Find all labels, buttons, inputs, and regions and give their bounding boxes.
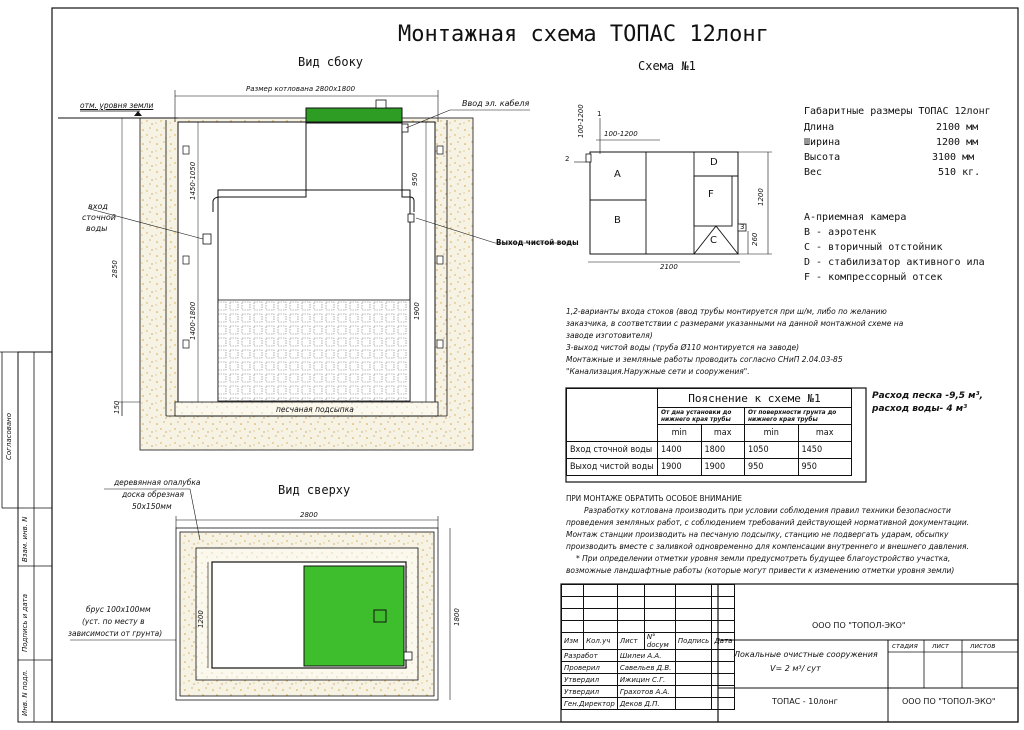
stamp-capacity: V= 2 м³/ сут	[770, 664, 821, 673]
stamp-header: Изм	[562, 633, 584, 650]
stamp-cell	[617, 597, 644, 609]
stamp-cell	[562, 597, 584, 609]
dim-1900: 1900	[413, 302, 421, 320]
attention-line: проведения земляных работ, с соблюдением требований действующей нормативной документации.	[566, 518, 970, 527]
stamp-role: Ген.Директор	[562, 698, 618, 710]
inlet-label-3: воды	[86, 224, 108, 233]
explanation-corner	[567, 389, 658, 408]
stamp-cell	[562, 609, 584, 621]
stamp-cell	[675, 686, 712, 698]
stamp-stage: стадия	[892, 642, 918, 650]
stamp-cell	[712, 597, 735, 609]
col-group-surface: От поверхности грунта до нижнего края трубы	[745, 408, 852, 425]
pit-size-label: Размер котлована 2800х1800	[246, 85, 356, 93]
attention-line: Монтаж станции производить на песчаную подсыпку, станцию не подвергать ударам, обсыпку	[566, 530, 949, 539]
cell: 1900	[701, 459, 745, 476]
strip-inv-replace: Взам. инв. N	[21, 516, 29, 562]
stamp-cell	[562, 585, 584, 597]
stamp-sheets: листов	[970, 642, 996, 650]
cell: 1050	[745, 442, 799, 459]
zone-a: A	[614, 169, 621, 180]
zone-f: F	[708, 189, 714, 200]
cell: 1900	[658, 459, 702, 476]
stamp-company-bottom: ООО ПО "ТОПОЛ-ЭКО"	[902, 697, 996, 706]
legend-item: A-приемная камера	[804, 212, 907, 223]
marker-2: 2	[565, 155, 570, 163]
note-line: 3-выход чистой воды (труба Ø110 монтируется на заводе)	[566, 343, 800, 352]
stamp-role: Проверил	[562, 662, 618, 674]
dim-100-1200: 100-1200	[604, 130, 638, 138]
stamp-cell	[712, 585, 735, 597]
stamp-cell	[584, 597, 618, 609]
sub-header: max	[798, 425, 852, 442]
stamp-cell	[712, 650, 735, 662]
stamp-person: Деков Д.П.	[617, 698, 675, 710]
cable-inlet-label: Ввод эл. кабеля	[462, 99, 530, 108]
spec-value: 1200 мм	[936, 137, 979, 148]
marker-3: 3	[740, 223, 745, 231]
legend-item: D - стабилизатор активного ила	[804, 257, 985, 268]
explanation-table	[566, 388, 852, 476]
explanation-spacer	[567, 408, 658, 425]
explanation-title: Пояснение к схеме №1	[658, 389, 852, 408]
side-view-label: Вид сбоку	[298, 55, 364, 69]
cell: 1450	[798, 442, 852, 459]
stamp-doc-title: Локальные очистные сооружения	[734, 650, 878, 659]
row-label: Вход сточной воды	[567, 442, 658, 459]
stamp-person: Грахотов А.А.	[617, 686, 675, 698]
stamp-cell	[562, 621, 584, 633]
stamp-person: Шилеи А.А.	[617, 650, 675, 662]
spec-name: Ширина	[804, 137, 841, 148]
beam-label-2: (уст. по месту в	[82, 617, 145, 626]
stamp-role: Разработ	[562, 650, 618, 662]
top-green-lid	[304, 566, 404, 666]
explanation-spacer	[567, 425, 658, 442]
spec-value: 2100 мм	[936, 122, 979, 133]
stamp-cell	[675, 597, 712, 609]
stamp-table	[561, 584, 735, 710]
sub-header: max	[701, 425, 745, 442]
stamp-header: Кол.уч	[584, 633, 618, 650]
stamp-cell	[712, 698, 735, 710]
dim-2850: 2850	[111, 260, 119, 278]
dim-2100: 2100	[660, 263, 678, 271]
stamp-person: Савельев Д.В.	[617, 662, 675, 674]
specs-title: Габаритные размеры ТОПАС 12лонг	[804, 106, 991, 117]
cell: 1400	[658, 442, 702, 459]
dim-950: 950	[411, 172, 419, 186]
dim-top-1200: 1200	[197, 610, 205, 628]
stamp-cell	[584, 621, 618, 633]
row-label: Выход чистой воды	[567, 459, 658, 476]
water-consumption: расход воды- 4 м³	[872, 404, 968, 414]
beam-label-1: брус 100х100мм	[86, 605, 151, 614]
strip-agreed: Согласовано	[5, 412, 13, 460]
scheme-label: Схема №1	[638, 59, 696, 73]
stamp-sheet: лист	[932, 642, 949, 650]
dim-1200: 1200	[757, 188, 765, 206]
stamp-cell	[712, 609, 735, 621]
sand-bed-label: песчаная подсыпка	[276, 405, 354, 414]
stamp-cell	[617, 609, 644, 621]
attention-line: производить вместе с заливкой одновременно для компенсации внутреннего и внешнего давления.	[566, 542, 969, 551]
cell: 950	[798, 459, 852, 476]
dim-1800: 1800	[453, 608, 461, 626]
stamp-product: ТОПАС - 10лонг	[772, 697, 838, 706]
stamp-cell	[675, 621, 712, 633]
tank-lid	[306, 108, 402, 122]
marker-1: 1	[597, 110, 602, 118]
inlet-label-2: сточной	[82, 213, 117, 222]
zone-b: B	[614, 215, 621, 226]
attention-line: возможные ландшафтные работы (которые могут привести к изменению отметки уровня земли)	[566, 566, 955, 575]
legend-item: C - вторичный отстойник	[804, 242, 943, 253]
spec-name: Высота	[804, 152, 841, 163]
stamp-company-top: ООО ПО "ТОПОЛ-ЭКО"	[812, 621, 906, 630]
dim-260: 260	[751, 232, 759, 246]
stamp-header: Подпись	[675, 633, 712, 650]
formwork-label-2: доска обрезная	[122, 490, 184, 499]
stamp-cell	[675, 698, 712, 710]
outlet-label: Выход чистой воды	[496, 238, 579, 247]
cell: 1800	[701, 442, 745, 459]
dim-1400-1800: 1400-1800	[189, 301, 197, 340]
formwork-label-1: деревянная опалубка	[114, 478, 201, 487]
sand-consumption: Расход песка -9,5 м³,	[872, 391, 983, 401]
note-line: заказчика, в соответствии с размерами указанными на данной монтажной схеме на	[566, 319, 904, 328]
spec-name: Вес	[804, 167, 823, 178]
note-line: "Канализация.Наружные сети и сооружения".	[566, 367, 750, 376]
stamp-header: N° docум	[644, 633, 675, 650]
stamp-cell	[675, 609, 712, 621]
dim-2800: 2800	[300, 511, 318, 519]
stamp-header: Дата	[712, 633, 735, 650]
stamp-cell	[675, 674, 712, 686]
beam-label-3: зависимости от грунта)	[68, 629, 163, 638]
spec-value: 3100 мм	[932, 152, 975, 163]
stamp-cell	[644, 597, 675, 609]
note-line: Монтажные и земляные работы проводить согласно СНиП 2.04.03-85	[566, 355, 843, 364]
stamp-person: Ижицин С.Г.	[617, 674, 675, 686]
zone-c: C	[710, 235, 717, 246]
legend-item: F - компрессорный отсек	[804, 272, 943, 283]
stamp-cell	[584, 609, 618, 621]
dim-150: 150	[113, 400, 121, 414]
stamp-cell	[644, 585, 675, 597]
stamp-cell	[617, 621, 644, 633]
note-line: заводе изготовителя)	[566, 331, 653, 340]
stamp-cell	[675, 662, 712, 674]
stamp-cell	[712, 686, 735, 698]
inlet-label-1: вход	[88, 202, 108, 211]
attention-line: Разработку котлована производить при условии соблюдения правил техники безопасности	[584, 506, 951, 515]
stamp-cell	[617, 585, 644, 597]
stamp-cell	[712, 621, 735, 633]
tank-media	[218, 300, 410, 401]
strip-inv-orig: Инв. N подл.	[21, 669, 29, 716]
page-title: Монтажная схема ТОПАС 12лонг	[398, 22, 769, 47]
spec-name: Длина	[804, 122, 835, 133]
spec-value: 510 кг.	[938, 167, 981, 178]
stamp-cell	[584, 585, 618, 597]
strip-signature-date: Подпись и дата	[21, 594, 29, 652]
stamp-cell	[644, 609, 675, 621]
stamp-cell	[712, 674, 735, 686]
stamp-cell	[675, 650, 712, 662]
sub-header: min	[658, 425, 702, 442]
note-line: 1,2-варианты входа стоков (ввод трубы монтируется при ш/м, либо по желанию	[566, 307, 887, 316]
zone-d: D	[710, 157, 718, 168]
stamp-cell	[712, 662, 735, 674]
attention-line: * При определении отметки уровня земли предусмотреть будущее благоустройство участка,	[576, 554, 951, 563]
ground-level-label: отм. уровня земли	[80, 101, 154, 110]
stamp-role: Утвердил	[562, 674, 618, 686]
cell: 950	[745, 459, 799, 476]
col-group-bottom: От дна установки до нижнего края трубы	[658, 408, 745, 425]
formwork-label-3: 50х150мм	[132, 502, 172, 511]
top-view-label: Вид сверху	[278, 483, 351, 497]
attention-title: ПРИ МОНТАЖЕ ОБРАТИТЬ ОСОБОЕ ВНИМАНИЕ	[566, 494, 742, 503]
stamp-cell	[644, 621, 675, 633]
stamp-cell	[675, 585, 712, 597]
legend-item: B - аэротенк	[804, 227, 877, 238]
stamp-header: Лист	[617, 633, 644, 650]
sub-header: min	[745, 425, 799, 442]
dim-1450-1050: 1450-1050	[189, 161, 197, 200]
stamp-role: Утвердил	[562, 686, 618, 698]
dim-100-1200-vertical: 100-1200	[577, 104, 585, 138]
